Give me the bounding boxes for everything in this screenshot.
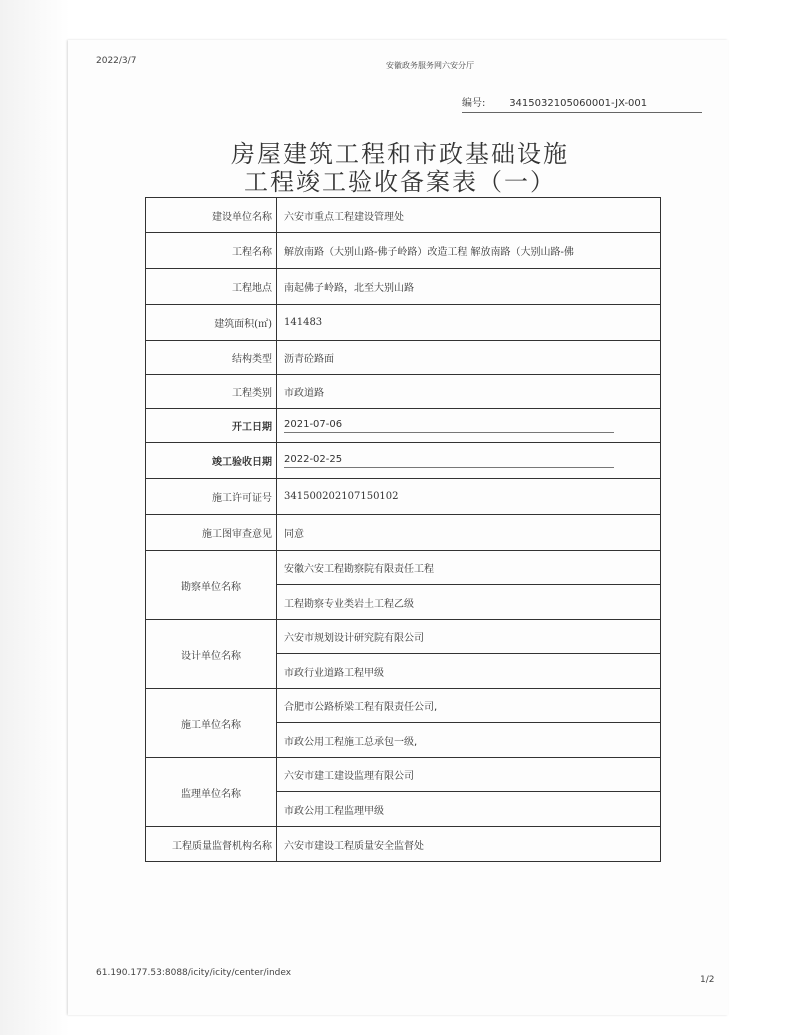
quality-value: 六安市建设工程质量安全监督处 — [277, 827, 661, 862]
start-date-cell — [277, 409, 661, 443]
survey-unit-value: 安徽六安工程勘察院有限责任工程 — [277, 551, 661, 585]
structure-label: 结构类型 — [146, 341, 277, 375]
table-row — [146, 233, 661, 269]
location-label: 工程地点 — [146, 269, 277, 305]
supervise-qualification-value: 市政公用工程监理甲级 — [277, 792, 661, 827]
project-name-value: 解放南路（大别山路-佛子岭路）改造工程 解放南路（大别山路-佛 — [277, 233, 661, 269]
scan-shadow — [0, 0, 70, 1035]
doc-title-line2: 工程竣工验收备案表（一） — [244, 168, 556, 196]
survey-qualification-value: 工程勘察专业类岩土工程乙级 — [277, 585, 661, 620]
serial-number — [462, 94, 702, 113]
supervise-label: 监理单位名称 — [146, 758, 277, 827]
construct-qualification-value: 市政公用工程施工总承包一级, — [277, 723, 661, 758]
table-row — [146, 269, 661, 305]
serial-label: 编号: — [462, 98, 486, 109]
area-value: 141483 — [277, 305, 661, 341]
start-date-label: 开工日期 — [146, 409, 277, 443]
build-unit-value: 六安市重点工程建设管理处 — [277, 198, 661, 233]
design-qualification-value: 市政行业道路工程甲级 — [277, 654, 661, 689]
drawing-review-value: 同意 — [277, 515, 661, 551]
build-unit-label: 建设单位名称 — [146, 198, 277, 233]
accept-date-value: 2022-02-25 — [284, 454, 614, 468]
site-name: 安徽政务服务网六安分厅 — [386, 61, 474, 70]
permit-value: 341500202107150102 — [277, 479, 661, 515]
record-table — [145, 197, 661, 862]
supervise-unit-value: 六安市建工建设监理有限公司 — [277, 758, 661, 792]
table-row — [146, 620, 661, 654]
category-label: 工程类别 — [146, 375, 277, 409]
permit-label: 施工许可证号 — [146, 479, 277, 515]
design-unit-value: 六安市规划设计研究院有限公司 — [277, 620, 661, 654]
project-name-label: 工程名称 — [146, 233, 277, 269]
doc-title-line1: 房屋建筑工程和市政基础设施 — [231, 140, 569, 168]
table-row — [146, 341, 661, 375]
design-label: 设计单位名称 — [146, 620, 277, 689]
table-row — [146, 443, 661, 479]
footer-url: 61.190.177.53:8088/icity/icity/center/index — [96, 968, 292, 978]
table-row — [146, 198, 661, 233]
survey-label: 勘察单位名称 — [146, 551, 277, 620]
structure-value: 沥青砼路面 — [277, 341, 661, 375]
table-row — [146, 409, 661, 443]
table-row — [146, 827, 661, 862]
construct-label: 施工单位名称 — [146, 689, 277, 758]
area-label: 建筑面积(㎡) — [146, 305, 277, 341]
table-row — [146, 689, 661, 723]
drawing-review-label: 施工图审查意见 — [146, 515, 277, 551]
accept-date-cell — [277, 443, 661, 479]
category-value: 市政道路 — [277, 375, 661, 409]
location-value: 南起佛子岭路，北至大别山路 — [277, 269, 661, 305]
start-date-value: 2021-07-06 — [284, 419, 614, 433]
accept-date-label: 竣工验收日期 — [146, 443, 277, 479]
construct-unit-value: 合肥市公路桥梁工程有限责任公司, — [277, 689, 661, 723]
table-row — [146, 479, 661, 515]
table-row — [146, 375, 661, 409]
print-date: 2022/3/7 — [96, 56, 137, 66]
page-number: 1/2 — [700, 975, 715, 985]
serial-value: 3415032105060001-JX-001 — [509, 98, 648, 109]
quality-label: 工程质量监督机构名称 — [146, 827, 277, 862]
table-row — [146, 551, 661, 585]
table-row — [146, 305, 661, 341]
table-row — [146, 758, 661, 792]
table-row — [146, 515, 661, 551]
